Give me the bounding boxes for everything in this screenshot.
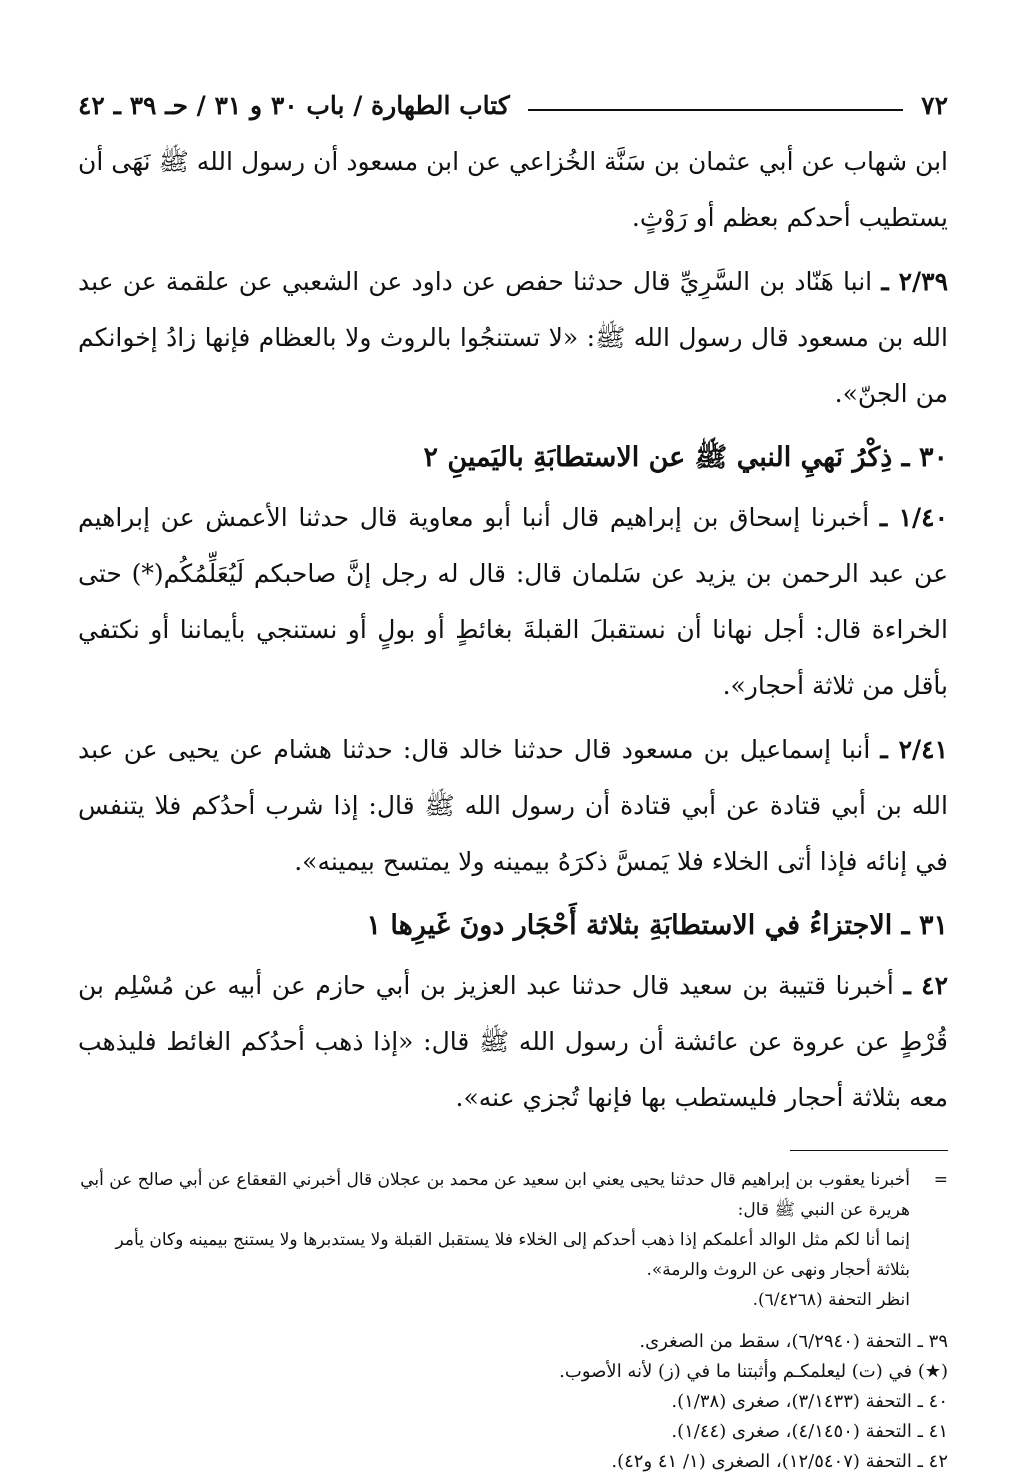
hadith-text: أنبا إسماعيل بن مسعود قال حدثنا خالد قال: حدثنا هشام عن يحيى عن عبد الله بن أبي قتادة عن أبي قتادة أن رسول الله ﷺ قال: إذا شرب أحدُكم فلا يتنفس في إنائه فإذا أتى الخلاء فلا يَمسَّ ذكرَهُ بيمينه ولا يمتسح بيمينه».: [78, 735, 948, 876]
continuation-mark: =: [933, 1170, 948, 1190]
hadith-41: [78, 722, 948, 890]
footnote-item: (★) في (ت) ليعلمكـم وأثبتنا ما في (ز) لأنه الأصوب.: [559, 1361, 948, 1382]
footnote-item: ٤٠ ـ التحفة (٣/١٤٣٣)، صغرى (١/٣٨).: [671, 1391, 948, 1412]
hadith-40: [78, 490, 948, 714]
footnote-line: انظر التحفة (٦/٤٢٦٨).: [752, 1290, 910, 1310]
footnote-item: ٣٩ ـ التحفة (٦/٢٩٤٠)، سقط من الصغرى.: [639, 1331, 948, 1352]
hadith-text: انبا هَنّاد بن السَّرِيِّ قال حدثنا حفص عن داود عن الشعبي عن علقمة عن عبد الله بن مسعود قال رسول الله ﷺ: «لا تستنجُوا بالروث ولا بالعظام فإنها زادُ إخوانكم من الجنّ».: [78, 267, 948, 408]
hadith-number: ٤٢ ـ: [903, 971, 948, 1000]
main-text: [78, 134, 948, 1126]
chapter-heading-30: ٣٠ ـ ذِكْرُ نَهيِ النبي ﷺ عن الاستطابَةِ باليَمينِ ٢: [423, 442, 948, 473]
chapter-heading-31: ٣١ ـ الاجتزاءُ في الاستطابَةِ بثلاثة أَحْجَار دونَ غَيرِها ١: [366, 910, 948, 941]
hadith-number: ١/٤٠ ـ: [879, 503, 948, 532]
header-rule: [528, 109, 903, 111]
running-header: [78, 82, 948, 120]
page-number: ٧٢: [921, 91, 948, 120]
footnote-line: إنما أنا لكم مثل الوالد أعلمكم إذا ذهب أحدكم إلى الخلاء فلا يستقبل القبلة ولا يستدبرها ولا يستنج بيمينه وكان يأمر بثلاثة أحجار ونهى عن الروث والرمة».: [115, 1230, 910, 1280]
footnote-list: [78, 1327, 948, 1477]
continued-paragraph: ابن شهاب عن أبي عثمان بن سَنَّة الخُزاعي عن ابن مسعود أن رسول الله ﷺ نَهَى أن يستطيب أحدكم بعظم أو رَوْثٍ.: [78, 147, 948, 232]
footnote-separator: [790, 1150, 948, 1151]
footnote-item: ٤٢ ـ التحفة (١٢/٥٤٠٧)، الصغرى (١/ ٤١ و٤٢).: [611, 1451, 948, 1472]
hadith-42: [78, 958, 948, 1126]
footnote-line: أخبرنا يعقوب بن إبراهيم قال حدثنا يحيى يعني ابن سعيد عن محمد بن عجلان قال أخبرني القعقاع عن أبي صالح عن أبي هريرة عن النبي ﷺ قال:: [80, 1170, 910, 1220]
hadith-text: أخبرنا قتيبة بن سعيد قال حدثنا عبد العزيز بن أبي حازم عن أبيه عن مُسْلِم بن قُرْطٍ عن عروة عن عائشة أن رسول الله ﷺ قال: «إذا ذهب أحدُكم الغائط فليذهب معه بثلاثة أحجار فليستطب بها فإنها تُجزي عنه».: [78, 971, 948, 1112]
hadith-number: ٢/٣٩ ـ: [881, 267, 948, 296]
hadith-text: أخبرنا إسحاق بن إبراهيم قال أنبا أبو معاوية قال حدثنا الأعمش عن إبراهيم عن عبد الرحمن بن يزيد عن سَلمان قال: قال له رجل إنَّ صاحبكم لَيُعَلِّمُكُم(*) حتى الخراءة قال: أجل نهانا أن نستقبلَ القبلةَ بغائطٍ أو بولٍ أو نستنجي بأيماننا أو نكتفي بأقل من ثلاثة أحجار».: [78, 503, 948, 700]
footnote-item: ٤١ ـ التحفة (٤/١٤٥٠)، صغرى (١/٤٤).: [671, 1421, 948, 1442]
running-title: كتاب الطهارة / باب ٣٠ و ٣١ / حـ ٣٩ ـ ٤٢: [78, 91, 510, 120]
footnotes: [78, 1165, 948, 1477]
hadith-number: ٢/٤١ ـ: [880, 735, 948, 764]
hadith-39: [78, 254, 948, 422]
footnote-continuation: [78, 1165, 948, 1315]
